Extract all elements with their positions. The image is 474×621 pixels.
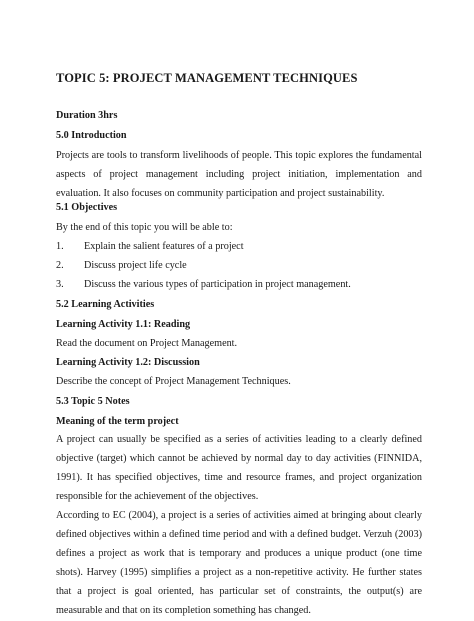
activity-heading-reading: Learning Activity 1.1: Reading: [56, 319, 191, 330]
activity-text-discussion: Describe the concept of Project Management Techniques.: [56, 376, 291, 387]
list-number: 3.: [56, 279, 64, 290]
duration-label: Duration 3hrs: [56, 110, 118, 121]
section-heading-objectives: 5.1 Objectives: [56, 202, 118, 213]
objective-list-item: [56, 241, 244, 252]
list-number: 2.: [56, 260, 64, 271]
subheading-meaning-of-project: Meaning of the term project: [56, 416, 179, 427]
list-item-text: Discuss the various types of participation in project management.: [84, 279, 351, 290]
objectives-lead-text: By the end of this topic you will be able to:: [56, 222, 233, 233]
list-item-text: Explain the salient features of a project: [84, 241, 244, 252]
paragraph-project-definitions-cited: According to EC (2004), a project is a series of activities aimed at bringing about clearly defined objectives within a defined time period and with a defined budget. Verzuh (2003) defines a project as work that is temporary and produces a unique product (one time shots). Harvey (1995) simplifies a project as a non-repetitive activity. He further states that a project is goal oriented, has particular set of constraints, the output(s) are measurable and that on its completion something has changed.: [56, 510, 422, 617]
objective-list-item: [56, 279, 351, 290]
introduction-paragraph: Projects are tools to transform livelihoods of people. This topic explores the fundamental aspects of project management including project initiation, implementation and evaluation. It also focuses on community participation and project sustainability.: [56, 150, 422, 200]
objective-list-item: [56, 260, 187, 271]
paragraph-project-definition: A project can usually be specified as a series of activities leading to a clearly defined objective (target) which cannot be achieved by normal day to day activities (FINNIDA, 1991). It has specified objectives, time and resource frames, and project organization responsible for the achievement of the objectives.: [56, 434, 422, 503]
page-title: TOPIC 5: PROJECT MANAGEMENT TECHNIQUES: [56, 71, 358, 85]
list-item-text: Discuss project life cycle: [84, 260, 187, 271]
section-heading-introduction: 5.0 Introduction: [56, 130, 127, 141]
activity-heading-discussion: Learning Activity 1.2: Discussion: [56, 357, 200, 368]
section-heading-learning-activities: 5.2 Learning Activities: [56, 299, 155, 310]
list-number: 1.: [56, 241, 64, 252]
section-heading-topic-notes: 5.3 Topic 5 Notes: [56, 396, 130, 407]
activity-text-reading: Read the document on Project Management.: [56, 338, 238, 349]
